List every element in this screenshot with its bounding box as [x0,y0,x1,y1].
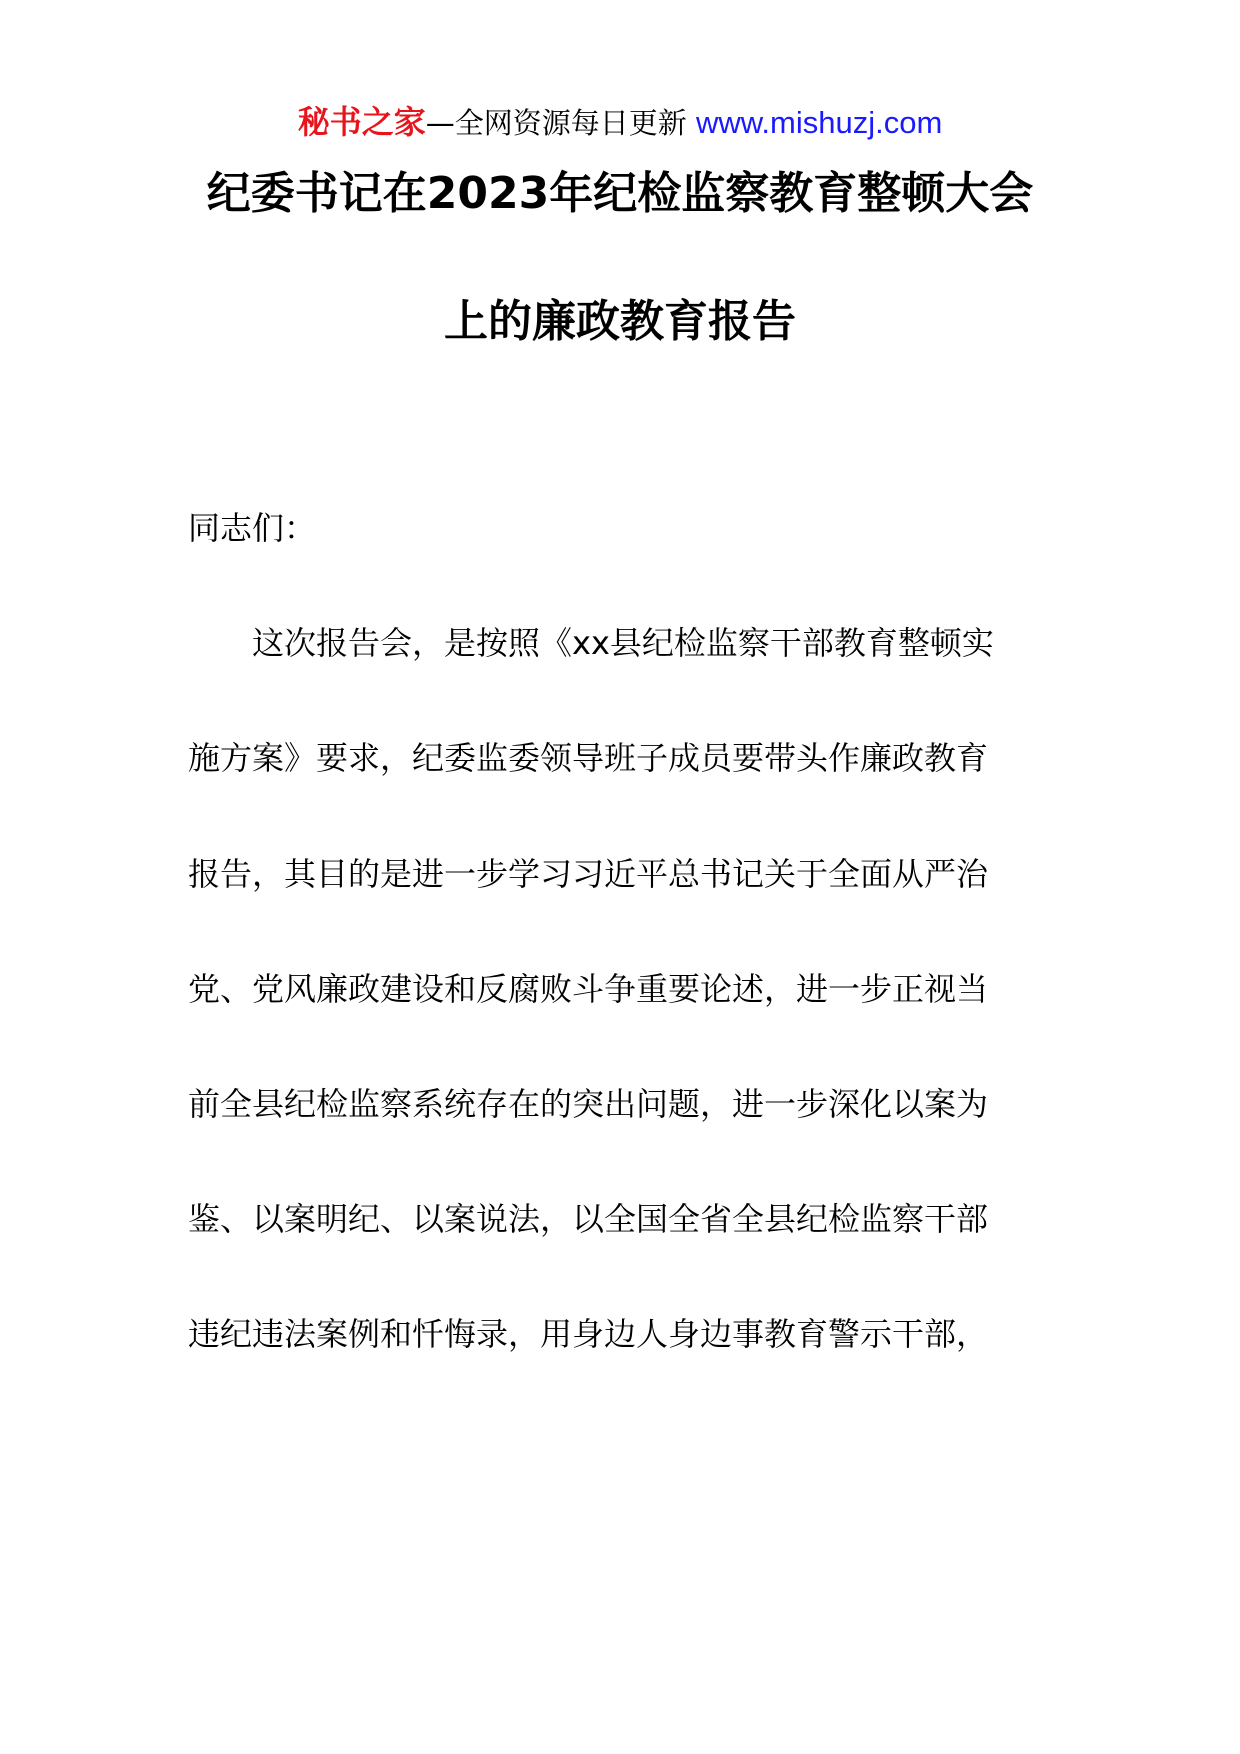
site-url-link[interactable]: www.mishuzj.com [695,105,943,140]
salutation: 同志们： [188,509,317,547]
header-tagline: —全网资源每日更新 [425,106,696,140]
body-line-2: 施方案》要求，纪委监委领导班子成员要带头作廉政教育 [188,739,989,777]
body-line-5: 前全县纪检监察系统存在的突出问题，进一步深化以案为 [188,1085,989,1123]
document-title-line-2: 上的廉政教育报告 [444,296,796,347]
body-line-3: 报告，其目的是进一步学习习近平总书记关于全面从严治 [188,855,989,893]
body-line-6: 鉴、以案明纪、以案说法，以全国全省全县纪检监察干部 [188,1200,989,1238]
brand-name: 秘书之家 [297,103,426,141]
body-line-1: 这次报告会，是按照《xx县纪检监察干部教育整顿实 [188,624,994,662]
site-header [0,102,1240,143]
document-title-line-1: 纪委书记在2023年纪检监察教育整顿大会 [206,168,1034,219]
body-line-4: 党、党风廉政建设和反腐败斗争重要论述，进一步正视当 [188,970,989,1008]
body-line-7: 违纪违法案例和忏悔录，用身边人身边事教育警示干部， [188,1315,989,1353]
